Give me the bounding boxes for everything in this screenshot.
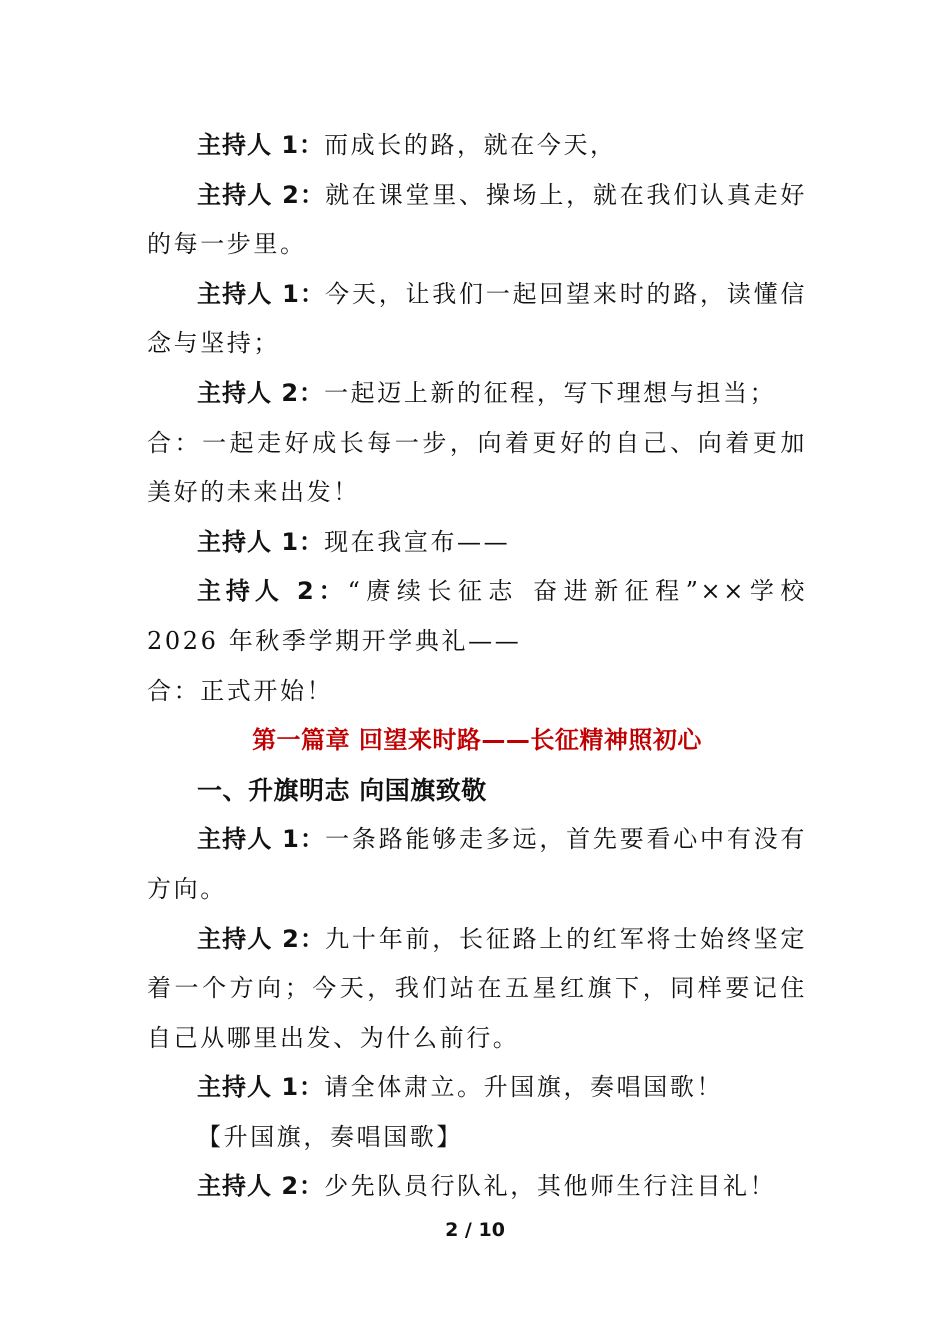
- paragraph-text: 九十年前，长征路上的红军将士始终坚定着一个方向；今天，我们站在五星红旗下，同样要记住自己从哪里出发、为什么前行。: [147, 924, 807, 1052]
- speaker-label: 合：: [147, 676, 201, 705]
- paragraph: [147, 667, 807, 717]
- speaker-label: 主持人 1：: [197, 527, 325, 556]
- paragraph-text: 一条路能够走多远，首先要看心中有没有方向。: [147, 825, 807, 903]
- speaker-label: 主持人 2：: [197, 180, 326, 209]
- paragraph-text: “赓续长征志 奋进新征程”××学校 2026 年秋季学期开学典礼——: [147, 577, 807, 655]
- stage-direction-text: 【升国旗，奏唱国歌】: [197, 1122, 463, 1151]
- stage-direction: [147, 1113, 807, 1163]
- speaker-label: 合：: [147, 428, 203, 457]
- speaker-label: 主持人 2：: [197, 924, 326, 953]
- paragraph: [147, 171, 807, 270]
- speaker-label: 主持人 1：: [197, 279, 326, 308]
- paragraph-text: 就在课堂里、操场上，就在我们认真走好的每一步里。: [147, 180, 807, 259]
- speaker-label: 主持人 1：: [197, 131, 325, 159]
- paragraph: [147, 518, 807, 568]
- paragraph-text: 请全体肃立。升国旗，奏唱国歌！: [324, 1073, 724, 1102]
- paragraph-text: 而成长的路，就在今天，: [324, 131, 617, 159]
- paragraph: [147, 270, 807, 369]
- paragraph: [147, 1063, 807, 1113]
- speaker-label: 主持人 2：: [197, 1172, 325, 1201]
- speaker-label: 主持人 1：: [197, 1073, 325, 1102]
- section-title: 一、升旗明志 向国旗致敬: [197, 775, 487, 805]
- paragraph: [147, 121, 807, 171]
- paragraph-text: 今天，让我们一起回望来时的路，读懂信念与坚持；: [147, 279, 807, 358]
- paragraph-text: 少先队员行队礼，其他师生行注目礼！: [324, 1172, 777, 1201]
- paragraph: [147, 419, 807, 518]
- paragraph-text: 正式开始！: [200, 676, 334, 705]
- paragraph: [147, 815, 807, 914]
- paragraph: [147, 915, 807, 1064]
- paragraph: [147, 567, 807, 666]
- speaker-label: 主持人 1：: [197, 825, 326, 854]
- speaker-label: 主持人 2：: [197, 577, 348, 606]
- chapter-title: 第一篇章 回望来时路——长征精神照初心: [252, 726, 702, 755]
- document-body: [147, 121, 807, 1212]
- paragraph-text: 一起走好成长每一步，向着更好的自己、向着更加美好的未来出发！: [147, 428, 807, 507]
- paragraph-text: 一起迈上新的征程，写下理想与担当；: [324, 378, 777, 407]
- paragraph: [147, 369, 807, 419]
- paragraph-text: 现在我宣布——: [324, 527, 511, 556]
- speaker-label: 主持人 2：: [197, 378, 325, 407]
- paragraph: [147, 1162, 807, 1212]
- page-number: 2 / 10: [445, 1219, 505, 1241]
